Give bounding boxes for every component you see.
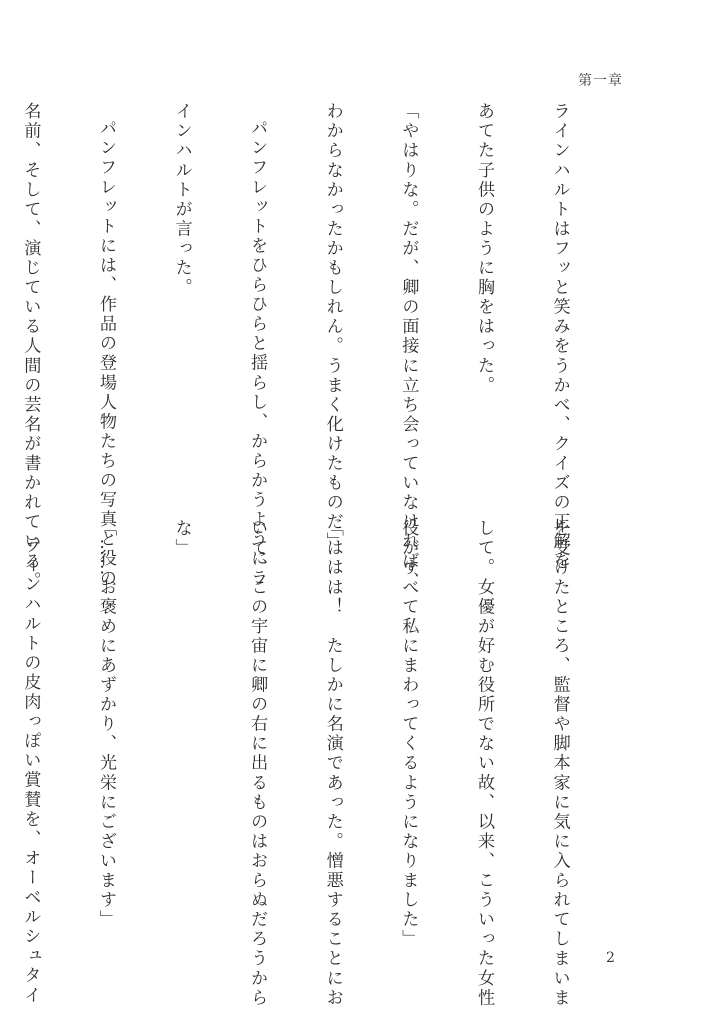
text-block-upper: [20, 102, 622, 591]
page-number: 2: [606, 950, 615, 966]
text-line: 「ははは！ たしかに名演であった。憎悪することにお: [322, 519, 343, 1008]
chapter-heading: 第一章: [578, 73, 623, 89]
text-line: わからなかったかもしれん。うまく化けたものだ」: [322, 102, 343, 552]
text-line: パンフレットをひらひらと揺らし、からかうようにラ: [247, 119, 268, 589]
text-line: 「……お褒めにあずかり、光栄にございます」: [95, 519, 116, 930]
text-line: ラインハルトはフッと笑みをうかべ、クイズの正解を: [549, 102, 570, 572]
text-line: あてた子供のように胸をはった。: [473, 102, 494, 396]
text-line: インハルトが言った。: [171, 102, 192, 298]
text-line: 役がすべて私にまわってくるようになりました」: [398, 519, 419, 950]
text-line: いて、この宇宙に卿の右に出るものはおらぬだろうから: [247, 519, 268, 1008]
text-block-lower: [20, 519, 622, 1008]
text-line: な」: [171, 519, 192, 559]
text-line: 名前、そして、演じている人間の芸名が書かれている。: [20, 102, 41, 591]
text-line: して。女優が好む役所でない故、以来、こういった女性: [473, 519, 494, 1008]
text-line: ラインハルトの皮肉っぽい賞賛を、オーベルシュタイ: [20, 536, 41, 1006]
text-line: を受けたところ、監督や脚本家に気に入られてしまいま: [549, 519, 570, 1008]
text-line: パンフレットには、作品の登場人物たちの写真と役の: [95, 119, 116, 589]
text-line: 「やはりな。だが、卿の面接に立ち会っていなければ、: [398, 102, 419, 591]
